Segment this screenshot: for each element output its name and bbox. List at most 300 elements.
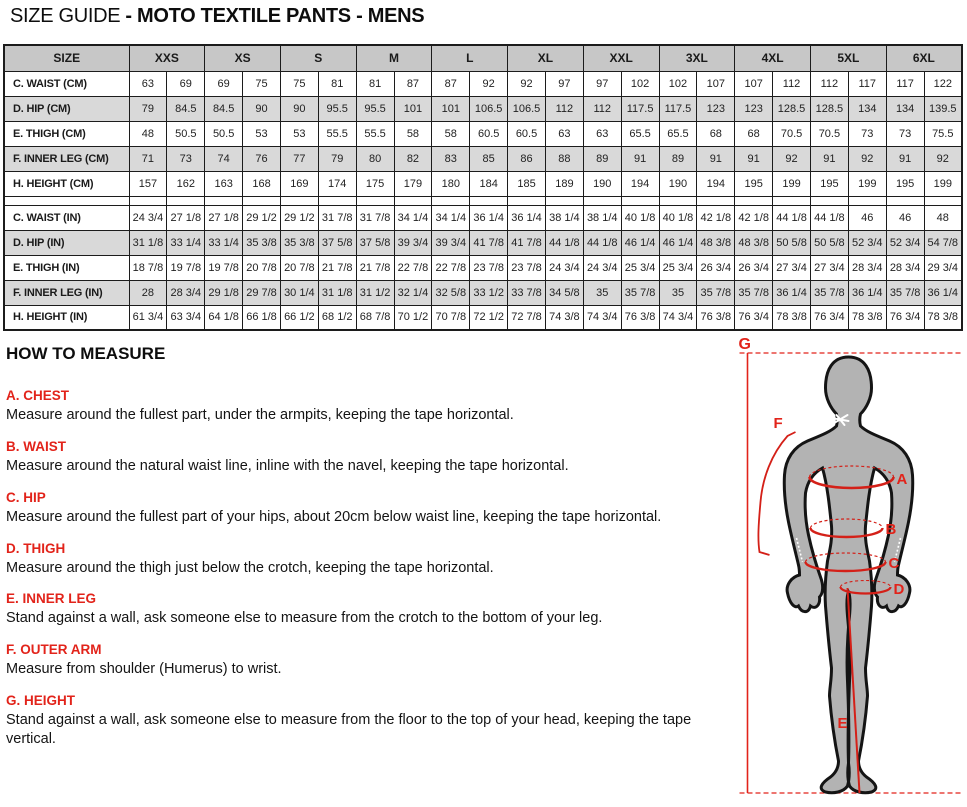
size-value-cell: 36 1/4	[508, 205, 546, 230]
size-value-cell: 83	[432, 146, 470, 171]
size-value-cell: 36 1/4	[773, 280, 811, 305]
size-header-xxl: XXL	[583, 45, 659, 71]
size-value-cell: 35	[659, 280, 697, 305]
size-value-cell: 91	[810, 146, 848, 171]
size-value-cell: 46 1/4	[659, 230, 697, 255]
size-value-cell: 18 7/8	[129, 255, 167, 280]
size-value-cell: 163	[205, 171, 243, 196]
size-value-cell: 48	[129, 121, 167, 146]
size-value-cell: 106.5	[508, 96, 546, 121]
table-row	[4, 146, 962, 171]
size-value-cell: 63	[129, 71, 167, 96]
size-value-cell: 33 1/2	[470, 280, 508, 305]
measure-item-title: F. OUTER ARM	[6, 642, 102, 658]
figure-label-a: A	[896, 471, 908, 488]
size-header-m: M	[356, 45, 432, 71]
measure-item-description: Stand against a wall, ask someone else to measure from the crotch to the bottom of your leg.	[6, 610, 603, 627]
size-value-cell: 61 3/4	[129, 305, 167, 330]
separator-cell	[735, 196, 773, 205]
size-value-cell: 53	[280, 121, 318, 146]
size-value-cell: 26 3/4	[697, 255, 735, 280]
size-header-6xl: 6XL	[886, 45, 962, 71]
size-value-cell: 39 3/4	[432, 230, 470, 255]
size-value-cell: 40 1/8	[659, 205, 697, 230]
size-value-cell: 32 5/8	[432, 280, 470, 305]
size-value-cell: 48 3/8	[697, 230, 735, 255]
size-value-cell: 20 7/8	[243, 255, 281, 280]
size-value-cell: 24 3/4	[583, 255, 621, 280]
size-value-cell: 97	[583, 71, 621, 96]
separator-cell	[545, 196, 583, 205]
size-value-cell: 28	[129, 280, 167, 305]
size-value-cell: 39 3/4	[394, 230, 432, 255]
row-label: E. THIGH (IN)	[4, 255, 129, 280]
figure-label-c: C	[888, 555, 900, 572]
table-row	[4, 71, 962, 96]
separator-cell	[205, 196, 243, 205]
size-value-cell: 41 7/8	[508, 230, 546, 255]
size-value-cell: 72 1/2	[470, 305, 508, 330]
size-header-s: S	[280, 45, 356, 71]
size-value-cell: 117	[886, 71, 924, 96]
size-value-cell: 90	[243, 96, 281, 121]
size-value-cell: 77	[280, 146, 318, 171]
how-to-measure-section	[6, 344, 726, 763]
measure-item-c	[6, 490, 726, 527]
size-value-cell: 66 1/8	[243, 305, 281, 330]
size-value-cell: 68	[735, 121, 773, 146]
separator-cell	[4, 196, 129, 205]
measure-item-e	[6, 591, 726, 628]
measure-item-description: Measure around the fullest part, under the armpits, keeping the tape horizontal.	[6, 407, 514, 423]
size-value-cell: 78 3/8	[924, 305, 962, 330]
measure-item-b	[6, 439, 726, 476]
separator-cell	[318, 196, 356, 205]
size-value-cell: 37 5/8	[318, 230, 356, 255]
table-separator-row	[4, 196, 962, 205]
size-value-cell: 76 3/4	[810, 305, 848, 330]
size-value-cell: 65.5	[659, 121, 697, 146]
size-value-cell: 50.5	[167, 121, 205, 146]
size-value-cell: 92	[773, 146, 811, 171]
size-value-cell: 179	[394, 171, 432, 196]
page-title	[10, 5, 424, 28]
separator-cell	[810, 196, 848, 205]
size-value-cell: 189	[545, 171, 583, 196]
size-value-cell: 85	[470, 146, 508, 171]
separator-cell	[697, 196, 735, 205]
size-value-cell: 92	[508, 71, 546, 96]
size-value-cell: 95.5	[318, 96, 356, 121]
size-value-cell: 134	[886, 96, 924, 121]
separator-cell	[356, 196, 394, 205]
measure-item-title: B. WAIST	[6, 438, 66, 454]
measure-item-a	[6, 388, 726, 425]
size-value-cell: 35 7/8	[810, 280, 848, 305]
size-value-cell: 29 1/2	[280, 205, 318, 230]
separator-cell	[886, 196, 924, 205]
size-value-cell: 76 3/8	[697, 305, 735, 330]
size-value-cell: 35 7/8	[735, 280, 773, 305]
separator-cell	[129, 196, 167, 205]
size-value-cell: 112	[773, 71, 811, 96]
size-value-cell: 112	[583, 96, 621, 121]
size-value-cell: 31 1/8	[129, 230, 167, 255]
measure-item-description: Measure from shoulder (Humerus) to wrist.	[6, 661, 282, 678]
separator-cell	[243, 196, 281, 205]
figure-label-b: B	[885, 521, 897, 538]
row-label: D. HIP (IN)	[4, 230, 129, 255]
measure-item-description: Measure around the thigh just below the crotch, keeping the tape horizontal.	[6, 559, 494, 576]
size-value-cell: 112	[810, 71, 848, 96]
size-value-cell: 29 1/2	[243, 205, 281, 230]
size-value-cell: 122	[924, 71, 962, 96]
size-value-cell: 157	[129, 171, 167, 196]
figure-label-e: E	[837, 715, 848, 732]
size-value-cell: 91	[735, 146, 773, 171]
size-value-cell: 185	[508, 171, 546, 196]
size-value-cell: 68	[697, 121, 735, 146]
size-value-cell: 86	[508, 146, 546, 171]
size-value-cell: 70.5	[810, 121, 848, 146]
table-row	[4, 305, 962, 330]
size-value-cell: 31 7/8	[318, 205, 356, 230]
size-value-cell: 38 1/4	[583, 205, 621, 230]
size-value-cell: 29 3/4	[924, 255, 962, 280]
separator-cell	[470, 196, 508, 205]
size-value-cell: 53	[243, 121, 281, 146]
table-row	[4, 121, 962, 146]
row-label: H. HEIGHT (IN)	[4, 305, 129, 330]
size-value-cell: 199	[848, 171, 886, 196]
size-value-cell: 69	[205, 71, 243, 96]
size-value-cell: 80	[356, 146, 394, 171]
calf-logo	[876, 730, 889, 738]
size-value-cell: 190	[659, 171, 697, 196]
measure-item-g	[6, 693, 726, 749]
size-value-cell: 91	[886, 146, 924, 171]
measure-item-f	[6, 642, 726, 679]
separator-cell	[659, 196, 697, 205]
size-value-cell: 74 3/4	[659, 305, 697, 330]
size-value-cell: 46	[848, 205, 886, 230]
size-value-cell: 44 1/8	[773, 205, 811, 230]
size-value-cell: 28 3/4	[167, 280, 205, 305]
size-value-cell: 50 5/8	[810, 230, 848, 255]
figure-label-d: D	[893, 581, 905, 598]
size-value-cell: 70 1/2	[394, 305, 432, 330]
size-value-cell: 58	[394, 121, 432, 146]
size-value-cell: 90	[280, 96, 318, 121]
row-label: F. INNER LEG (IN)	[4, 280, 129, 305]
size-value-cell: 27 1/8	[205, 205, 243, 230]
size-value-cell: 46	[886, 205, 924, 230]
size-value-cell: 87	[432, 71, 470, 96]
size-value-cell: 123	[735, 96, 773, 121]
measure-item-title: G. HEIGHT	[6, 693, 76, 709]
figure-label-g: G	[738, 336, 751, 353]
separator-cell	[167, 196, 205, 205]
size-value-cell: 117.5	[659, 96, 697, 121]
size-value-cell: 36 1/4	[470, 205, 508, 230]
size-value-cell: 199	[924, 171, 962, 196]
table-row	[4, 205, 962, 230]
size-value-cell: 19 7/8	[167, 255, 205, 280]
size-value-cell: 107	[735, 71, 773, 96]
size-value-cell: 112	[545, 96, 583, 121]
size-value-cell: 195	[735, 171, 773, 196]
size-value-cell: 25 3/4	[659, 255, 697, 280]
size-value-cell: 50 5/8	[773, 230, 811, 255]
size-value-cell: 180	[432, 171, 470, 196]
size-value-cell: 87	[394, 71, 432, 96]
row-label: D. HIP (CM)	[4, 96, 129, 121]
size-value-cell: 174	[318, 171, 356, 196]
size-value-cell: 54 7/8	[924, 230, 962, 255]
size-value-cell: 35	[583, 280, 621, 305]
size-value-cell: 63 3/4	[167, 305, 205, 330]
size-value-cell: 28 3/4	[848, 255, 886, 280]
row-label: C. WAIST (CM)	[4, 71, 129, 96]
size-value-cell: 33 1/4	[205, 230, 243, 255]
separator-cell	[432, 196, 470, 205]
size-value-cell: 42 1/8	[735, 205, 773, 230]
size-value-cell: 123	[697, 96, 735, 121]
row-label: E. THIGH (CM)	[4, 121, 129, 146]
size-value-cell: 106.5	[470, 96, 508, 121]
size-value-cell: 52 3/4	[848, 230, 886, 255]
size-value-cell: 34 5/8	[545, 280, 583, 305]
size-value-cell: 35 7/8	[621, 280, 659, 305]
size-header-xs: XS	[205, 45, 281, 71]
size-value-cell: 24 3/4	[129, 205, 167, 230]
size-value-cell: 92	[848, 146, 886, 171]
size-value-cell: 46 1/4	[621, 230, 659, 255]
size-value-cell: 35 7/8	[886, 280, 924, 305]
size-value-cell: 73	[167, 146, 205, 171]
separator-cell	[773, 196, 811, 205]
size-value-cell: 78 3/8	[773, 305, 811, 330]
size-value-cell: 28 3/4	[886, 255, 924, 280]
size-value-cell: 76 3/8	[621, 305, 659, 330]
size-value-cell: 33 7/8	[508, 280, 546, 305]
size-value-cell: 72 7/8	[508, 305, 546, 330]
size-value-cell: 88	[545, 146, 583, 171]
size-value-cell: 75	[243, 71, 281, 96]
size-value-cell: 102	[621, 71, 659, 96]
size-value-cell: 55.5	[356, 121, 394, 146]
size-value-cell: 27 1/8	[167, 205, 205, 230]
size-value-cell: 48	[924, 205, 962, 230]
size-value-cell: 97	[545, 71, 583, 96]
size-value-cell: 91	[697, 146, 735, 171]
table-row	[4, 96, 962, 121]
how-to-measure-heading: HOW TO MEASURE	[6, 344, 166, 363]
size-value-cell: 38 1/4	[545, 205, 583, 230]
size-value-cell: 33 1/4	[167, 230, 205, 255]
size-value-cell: 162	[167, 171, 205, 196]
size-header-3xl: 3XL	[659, 45, 735, 71]
separator-cell	[583, 196, 621, 205]
size-value-cell: 82	[394, 146, 432, 171]
size-value-cell: 128.5	[773, 96, 811, 121]
measure-items-list	[6, 388, 726, 749]
row-label: C. WAIST (IN)	[4, 205, 129, 230]
size-value-cell: 29 7/8	[243, 280, 281, 305]
size-value-cell: 35 3/8	[243, 230, 281, 255]
measure-item-title: E. INNER LEG	[6, 591, 97, 607]
size-value-cell: 84.5	[205, 96, 243, 121]
size-value-cell: 31 1/2	[356, 280, 394, 305]
separator-cell	[280, 196, 318, 205]
size-value-cell: 71	[129, 146, 167, 171]
size-value-cell: 195	[886, 171, 924, 196]
figure-label-f: F	[773, 415, 783, 432]
size-value-cell: 27 3/4	[810, 255, 848, 280]
size-value-cell: 76 3/4	[886, 305, 924, 330]
size-value-cell: 60.5	[508, 121, 546, 146]
size-value-cell: 194	[621, 171, 659, 196]
table-row	[4, 255, 962, 280]
measure-item-d	[6, 541, 726, 578]
size-value-cell: 66 1/2	[280, 305, 318, 330]
size-value-cell: 168	[243, 171, 281, 196]
size-value-cell: 73	[848, 121, 886, 146]
size-value-cell: 23 7/8	[470, 255, 508, 280]
size-table	[3, 44, 963, 331]
measure-item-description: Stand against a wall, ask someone else to measure from the floor to the top of your head, keeping the tape vertical.	[6, 712, 692, 747]
size-value-cell: 65.5	[621, 121, 659, 146]
separator-cell	[508, 196, 546, 205]
size-value-cell: 44 1/8	[583, 230, 621, 255]
size-value-cell: 81	[356, 71, 394, 96]
size-value-cell: 63	[583, 121, 621, 146]
size-value-cell: 21 7/8	[356, 255, 394, 280]
size-value-cell: 128.5	[810, 96, 848, 121]
size-column-header: SIZE	[4, 45, 129, 71]
size-value-cell: 76	[243, 146, 281, 171]
size-value-cell: 32 1/4	[394, 280, 432, 305]
size-value-cell: 35 3/8	[280, 230, 318, 255]
size-value-cell: 68 1/2	[318, 305, 356, 330]
size-value-cell: 107	[697, 71, 735, 96]
size-value-cell: 24 3/4	[545, 255, 583, 280]
size-value-cell: 58	[432, 121, 470, 146]
size-value-cell: 64 1/8	[205, 305, 243, 330]
size-value-cell: 75	[280, 71, 318, 96]
size-value-cell: 34 1/4	[432, 205, 470, 230]
size-value-cell: 102	[659, 71, 697, 96]
size-value-cell: 184	[470, 171, 508, 196]
size-value-cell: 52 3/4	[886, 230, 924, 255]
size-value-cell: 36 1/4	[924, 280, 962, 305]
size-value-cell: 78 3/8	[848, 305, 886, 330]
size-value-cell: 22 7/8	[394, 255, 432, 280]
size-value-cell: 139.5	[924, 96, 962, 121]
table-row	[4, 280, 962, 305]
size-header-xxs: XXS	[129, 45, 205, 71]
size-value-cell: 30 1/4	[280, 280, 318, 305]
measure-item-title: A. CHEST	[6, 388, 70, 403]
measure-item-description: Measure around the natural waist line, inline with the navel, keeping the tape horizontal.	[6, 457, 569, 474]
size-value-cell: 68 7/8	[356, 305, 394, 330]
size-value-cell: 195	[810, 171, 848, 196]
size-value-cell: 92	[924, 146, 962, 171]
size-value-cell: 19 7/8	[205, 255, 243, 280]
measurement-figure-svg	[735, 336, 966, 806]
size-value-cell: 26 3/4	[735, 255, 773, 280]
size-value-cell: 84.5	[167, 96, 205, 121]
size-value-cell: 79	[129, 96, 167, 121]
measure-item-title: C. HIP	[6, 489, 46, 505]
size-value-cell: 20 7/8	[280, 255, 318, 280]
size-value-cell: 134	[848, 96, 886, 121]
size-value-cell: 63	[545, 121, 583, 146]
size-value-cell: 60.5	[470, 121, 508, 146]
size-value-cell: 70.5	[773, 121, 811, 146]
separator-cell	[848, 196, 886, 205]
size-value-cell: 23 7/8	[508, 255, 546, 280]
size-value-cell: 95.5	[356, 96, 394, 121]
size-value-cell: 31 1/8	[318, 280, 356, 305]
size-value-cell: 40 1/8	[621, 205, 659, 230]
size-value-cell: 44 1/8	[545, 230, 583, 255]
row-label: F. INNER LEG (CM)	[4, 146, 129, 171]
size-header-5xl: 5XL	[810, 45, 886, 71]
size-value-cell: 117.5	[621, 96, 659, 121]
size-value-cell: 92	[470, 71, 508, 96]
size-value-cell: 44 1/8	[810, 205, 848, 230]
body-silhouette	[784, 357, 913, 793]
table-row	[4, 171, 962, 196]
size-value-cell: 69	[167, 71, 205, 96]
row-label: H. HEIGHT (CM)	[4, 171, 129, 196]
size-value-cell: 70 7/8	[432, 305, 470, 330]
measure-item-description: Measure around the fullest part of your hips, about 20cm below waist line, keeping the tape horizontal.	[6, 508, 662, 525]
size-value-cell: 79	[318, 146, 356, 171]
size-header-4xl: 4XL	[735, 45, 811, 71]
size-value-cell: 41 7/8	[470, 230, 508, 255]
size-value-cell: 89	[583, 146, 621, 171]
size-value-cell: 91	[621, 146, 659, 171]
separator-cell	[394, 196, 432, 205]
page-title-prefix: SIZE GUIDE	[10, 5, 121, 27]
size-value-cell: 55.5	[318, 121, 356, 146]
separator-cell	[621, 196, 659, 205]
separator-cell	[924, 196, 962, 205]
measure-item-title: D. THIGH	[6, 540, 66, 556]
size-value-cell: 76 3/4	[735, 305, 773, 330]
size-value-cell: 117	[848, 71, 886, 96]
size-value-cell: 22 7/8	[432, 255, 470, 280]
size-value-cell: 31 7/8	[356, 205, 394, 230]
size-value-cell: 74 3/8	[545, 305, 583, 330]
size-value-cell: 169	[280, 171, 318, 196]
size-value-cell: 190	[583, 171, 621, 196]
size-value-cell: 73	[886, 121, 924, 146]
size-header-xl: XL	[508, 45, 584, 71]
size-value-cell: 25 3/4	[621, 255, 659, 280]
page-title-product: - MOTO TEXTILE PANTS - MENS	[125, 5, 425, 27]
size-value-cell: 27 3/4	[773, 255, 811, 280]
size-value-cell: 29 1/8	[205, 280, 243, 305]
size-value-cell: 42 1/8	[697, 205, 735, 230]
size-value-cell: 101	[394, 96, 432, 121]
size-value-cell: 175	[356, 171, 394, 196]
size-value-cell: 81	[318, 71, 356, 96]
size-value-cell: 101	[432, 96, 470, 121]
size-value-cell: 37 5/8	[356, 230, 394, 255]
